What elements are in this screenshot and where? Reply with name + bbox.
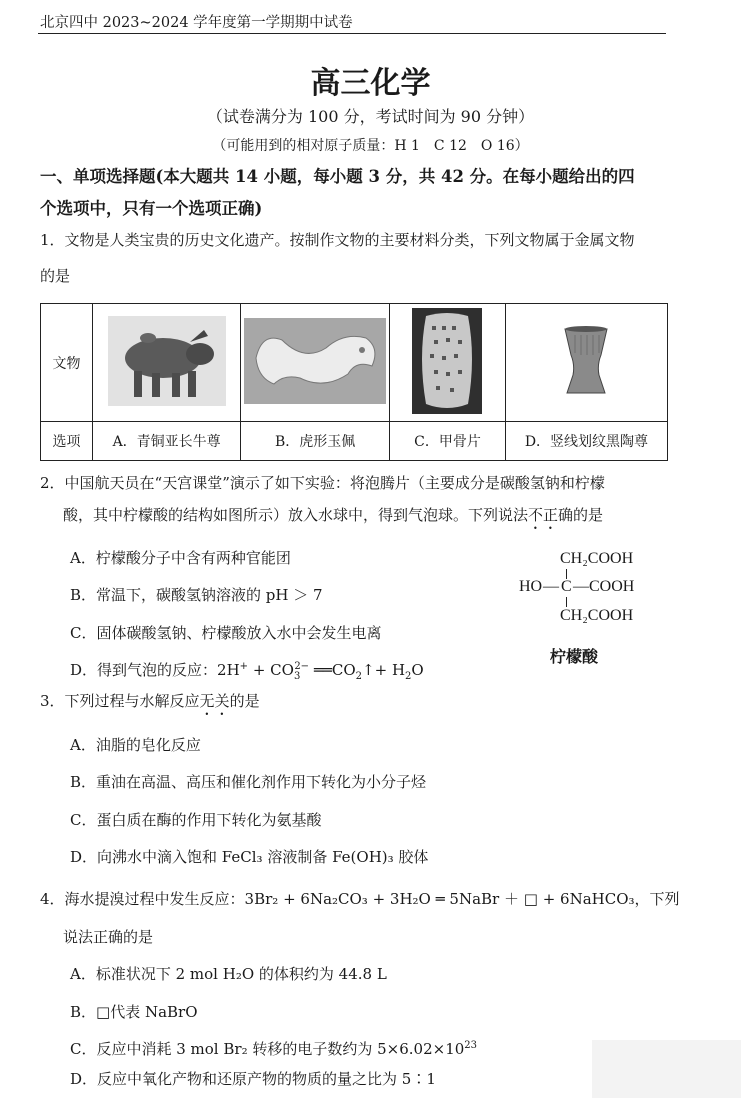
mol-right-group: COOH — [589, 578, 635, 595]
q3-option-c[interactable]: C．蛋白质在酶的作用下转化为氨基酸 — [70, 811, 322, 829]
artifact-image-b — [241, 304, 390, 422]
q1-stem-line2: 的是 — [40, 267, 71, 285]
mol-ho: HO — [519, 578, 543, 595]
q2-option-a[interactable]: A．柠檬酸分子中含有两种官能团 — [70, 549, 291, 567]
emphasis-not-correct: 不正 — [528, 506, 559, 524]
mol-central-c: C — [561, 578, 572, 595]
corner-shade — [592, 1040, 741, 1098]
atomic-mass-info: （可能用到的相对原子质量：H 1 C 12 O 16） — [212, 138, 529, 154]
q4-option-d[interactable]: D．反应中氧化产物和还原产物的物质的量之比为 5∶1 — [70, 1070, 436, 1088]
artifact-table — [40, 303, 668, 461]
q4-stem-line1: 4．海水提溴过程中发生反应：3Br₂ + 6Na₂CO₃ + 3H₂O ═ 5NaBr ＋ □ + 6NaHCO₃，下列 — [40, 890, 680, 908]
q1-option-d[interactable]: D．竖线划纹黑陶尊 — [505, 422, 667, 461]
page-title: 高三化学 — [310, 66, 431, 101]
q2-option-d[interactable]: D．得到气泡的反应：$2H^+ + CO_3^{2-}$ $══CO_2↑+ H_2O$ — [70, 661, 424, 682]
section-heading-line2: 个选项中，只有一个选项正确) — [40, 199, 263, 218]
row-label-artifact: 文物 — [41, 304, 93, 422]
q1-option-b[interactable]: B．虎形玉佩 — [241, 422, 390, 461]
row-label-option: 选项 — [41, 422, 93, 461]
artifact-image-c — [390, 304, 506, 422]
q4-option-b[interactable]: B．□代表 NaBrO — [70, 1003, 198, 1021]
bronze-ox-image — [108, 316, 226, 406]
mol-caption: 柠檬酸 — [550, 647, 599, 666]
mol-bottom-group: CH₂COOH — [560, 607, 634, 624]
oracle-bone-image — [412, 308, 482, 414]
q1-stem-line1: 1．文物是人类宝贵的历史文化遗产。按制作文物的主要材料分类，下列文物属于金属文物 — [40, 231, 635, 249]
q3-option-a[interactable]: A．油脂的皂化反应 — [70, 736, 201, 754]
q3-option-d[interactable]: D．向沸水中滴入饱和 FeCl₃ 溶液制备 Fe(OH)₃ 胶体 — [70, 848, 429, 866]
mol-bond-left: — — [543, 578, 559, 595]
q4-option-c[interactable]: C．反应中消耗 3 mol Br₂ 转移的电子数约为 $5\times 6.02\times 10^{23}$ — [70, 1040, 478, 1058]
q2-stem-line2: 酸，其中柠檬酸的结构如图所示）放入水球中，得到气泡球。下列说法不正确的是 — [63, 506, 604, 524]
q3-stem: 3．下列过程与水解反应无关的是 — [40, 692, 260, 710]
mol-bond-right: — — [573, 578, 589, 595]
mol-top-group: CH₂COOH — [560, 550, 634, 567]
q3-option-b[interactable]: B．重油在高温、高压和催化剂作用下转化为小分子烃 — [70, 773, 427, 791]
q2-option-b[interactable]: B．常温下，碳酸氢钠溶液的 pH ＞ 7 — [70, 586, 323, 604]
q1-option-c[interactable]: C．甲骨片 — [390, 422, 506, 461]
q2-stem-line1: 2．中国航天员在“天宫课堂”演示了如下实验：将泡腾片（主要成分是碳酸氢钠和柠檬 — [40, 474, 605, 492]
jade-pendant-image — [244, 318, 386, 404]
header-rule — [38, 33, 666, 34]
q1-option-a[interactable]: A．青铜亚长牛尊 — [93, 422, 241, 461]
artifact-image-d — [505, 304, 667, 422]
exam-header: 北京四中 2023~2024 学年度第一学期期中试卷 — [40, 15, 353, 31]
emphasis-unrelated: 无关 — [199, 692, 230, 710]
artifact-image-a — [93, 304, 241, 422]
mol-bond-bottom — [566, 597, 567, 607]
q2-option-c[interactable]: C．固体碳酸氢钠、柠檬酸放入水中会发生电离 — [70, 624, 382, 642]
black-pottery-image — [561, 325, 611, 397]
q4-option-a[interactable]: A．标准状况下 2 mol H₂O 的体积约为 44.8 L — [70, 965, 387, 983]
exam-info: （试卷满分为 100 分，考试时间为 90 分钟） — [206, 107, 535, 126]
section-heading-line1: 一、单项选择题(本大题共 14 小题，每小题 3 分，共 42 分。在每小题给出的四 — [40, 167, 635, 186]
q4-stem-line2: 说法正确的是 — [63, 928, 154, 946]
